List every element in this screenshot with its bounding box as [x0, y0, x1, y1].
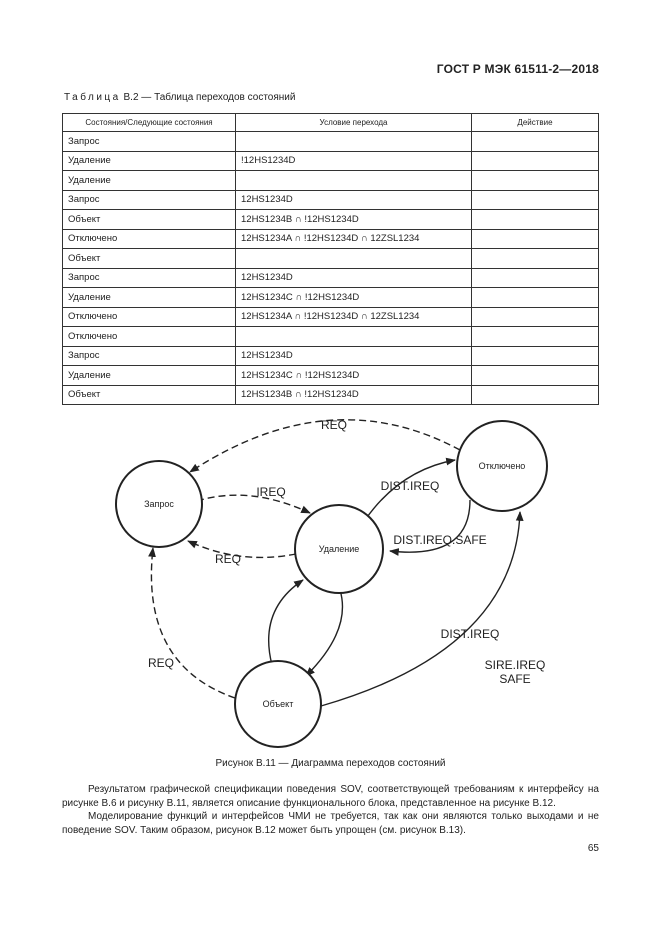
cell-action — [472, 151, 599, 171]
label-sire-line1: SIRE.IREQ — [484, 658, 546, 672]
table-row — [63, 229, 599, 249]
header-condition: Условие перехода — [236, 114, 472, 132]
cell-state: Удаление — [63, 171, 236, 191]
table-row — [63, 249, 599, 269]
table-row — [63, 385, 599, 405]
table-caption-text: В.2 — Таблица переходов состояний — [123, 92, 296, 103]
arrow-ireq — [197, 495, 310, 513]
header-states: Состояния/Следующие состояния — [63, 114, 236, 132]
cell-condition: 12HS1234D — [236, 268, 472, 288]
cell-action — [472, 366, 599, 386]
figure-caption: Рисунок В.11 — Диаграмма переходов состояний — [215, 758, 446, 769]
table-row — [63, 268, 599, 288]
label-req-left: REQ — [147, 656, 175, 670]
cell-action — [472, 385, 599, 405]
paragraph-2 — [62, 810, 599, 837]
label-ireq: IREQ — [256, 485, 286, 499]
label-dist-ireq-upper: DIST.IREQ — [380, 479, 440, 493]
state-request-label: Запрос — [144, 499, 174, 509]
state-diagram — [60, 410, 605, 750]
cell-state: Запрос — [63, 268, 236, 288]
table-row — [63, 307, 599, 327]
paragraph-2-text: Моделирование функций и интерфейсов ЧМИ не требуется, так как они являются только выходами и не поведение SOV. Таким образом, рисунок В.12 может быть упрощен (см. рисунок В.13). — [62, 811, 599, 836]
arrow-object-to-removal — [269, 580, 303, 665]
cell-condition: 12HS1234D — [236, 190, 472, 210]
label-dist-ireq-lower: DIST.IREQ — [440, 627, 500, 641]
cell-action — [472, 171, 599, 191]
cell-condition — [236, 249, 472, 269]
cell-state: Запрос — [63, 346, 236, 366]
cell-state: Удаление — [63, 288, 236, 308]
cell-action — [472, 190, 599, 210]
header-action: Действие — [472, 114, 599, 132]
cell-state: Объект — [63, 210, 236, 230]
cell-condition — [236, 171, 472, 191]
cell-condition: 12HS1234B ∩ !12HS1234D — [236, 385, 472, 405]
cell-state: Запрос — [63, 190, 236, 210]
cell-condition: 12HS1234A ∩ !12HS1234D ∩ 12ZSL1234 — [236, 229, 472, 249]
paragraph-1 — [62, 783, 599, 810]
arrow-req-mid — [188, 541, 296, 557]
cell-state: Отключено — [63, 307, 236, 327]
table-row — [63, 171, 599, 191]
cell-condition — [236, 327, 472, 347]
cell-state: Удаление — [63, 151, 236, 171]
table-row — [63, 366, 599, 386]
cell-action — [472, 210, 599, 230]
table-row — [63, 132, 599, 152]
table-row — [63, 151, 599, 171]
cell-action — [472, 346, 599, 366]
state-object-label: Объект — [262, 699, 294, 709]
state-removal-label: Удаление — [318, 544, 360, 554]
cell-action — [472, 268, 599, 288]
table-row — [63, 210, 599, 230]
table-body — [63, 132, 599, 405]
label-req-top: REQ — [320, 418, 348, 432]
cell-action — [472, 132, 599, 152]
table-caption-label: Таблица — [64, 92, 121, 103]
label-sire-line2: SAFE — [499, 672, 531, 686]
table-row — [63, 190, 599, 210]
cell-state: Отключено — [63, 327, 236, 347]
table-caption — [64, 92, 295, 103]
table-header-row — [63, 114, 599, 132]
cell-condition: 12HS1234B ∩ !12HS1234D — [236, 210, 472, 230]
page-number: 65 — [587, 843, 599, 854]
cell-state: Объект — [63, 249, 236, 269]
table-row — [63, 288, 599, 308]
arrow-removal-to-object — [306, 590, 342, 676]
paragraph-1-text: Результатом графической спецификации поведения SOV, соответствующей требованиям к интерфейсу на рисунке В.6 и рисунку В.11, является описание функционального блока, представленное на рисунке В.12. — [62, 784, 599, 809]
cell-state: Запрос — [63, 132, 236, 152]
cell-state: Отключено — [63, 229, 236, 249]
label-dist-ireq-safe: DIST.IREQ.SAFE — [393, 533, 487, 547]
table-row — [63, 346, 599, 366]
cell-condition: 12HS1234C ∩ !12HS1234D — [236, 288, 472, 308]
state-disabled-label: Отключено — [478, 461, 526, 471]
standard-header: ГОСТ Р МЭК 61511-2—2018 — [436, 62, 599, 76]
cell-state: Объект — [63, 385, 236, 405]
label-req-mid: REQ — [214, 552, 242, 566]
cell-action — [472, 288, 599, 308]
cell-condition — [236, 132, 472, 152]
cell-condition: 12HS1234D — [236, 346, 472, 366]
cell-condition: 12HS1234C ∩ !12HS1234D — [236, 366, 472, 386]
cell-state: Удаление — [63, 366, 236, 386]
table-row — [63, 327, 599, 347]
cell-condition: 12HS1234A ∩ !12HS1234D ∩ 12ZSL1234 — [236, 307, 472, 327]
cell-action — [472, 249, 599, 269]
cell-action — [472, 229, 599, 249]
state-transition-table — [62, 113, 599, 405]
arrow-req-left — [151, 548, 235, 698]
cell-action — [472, 327, 599, 347]
cell-condition: !12HS1234D — [236, 151, 472, 171]
cell-action — [472, 307, 599, 327]
